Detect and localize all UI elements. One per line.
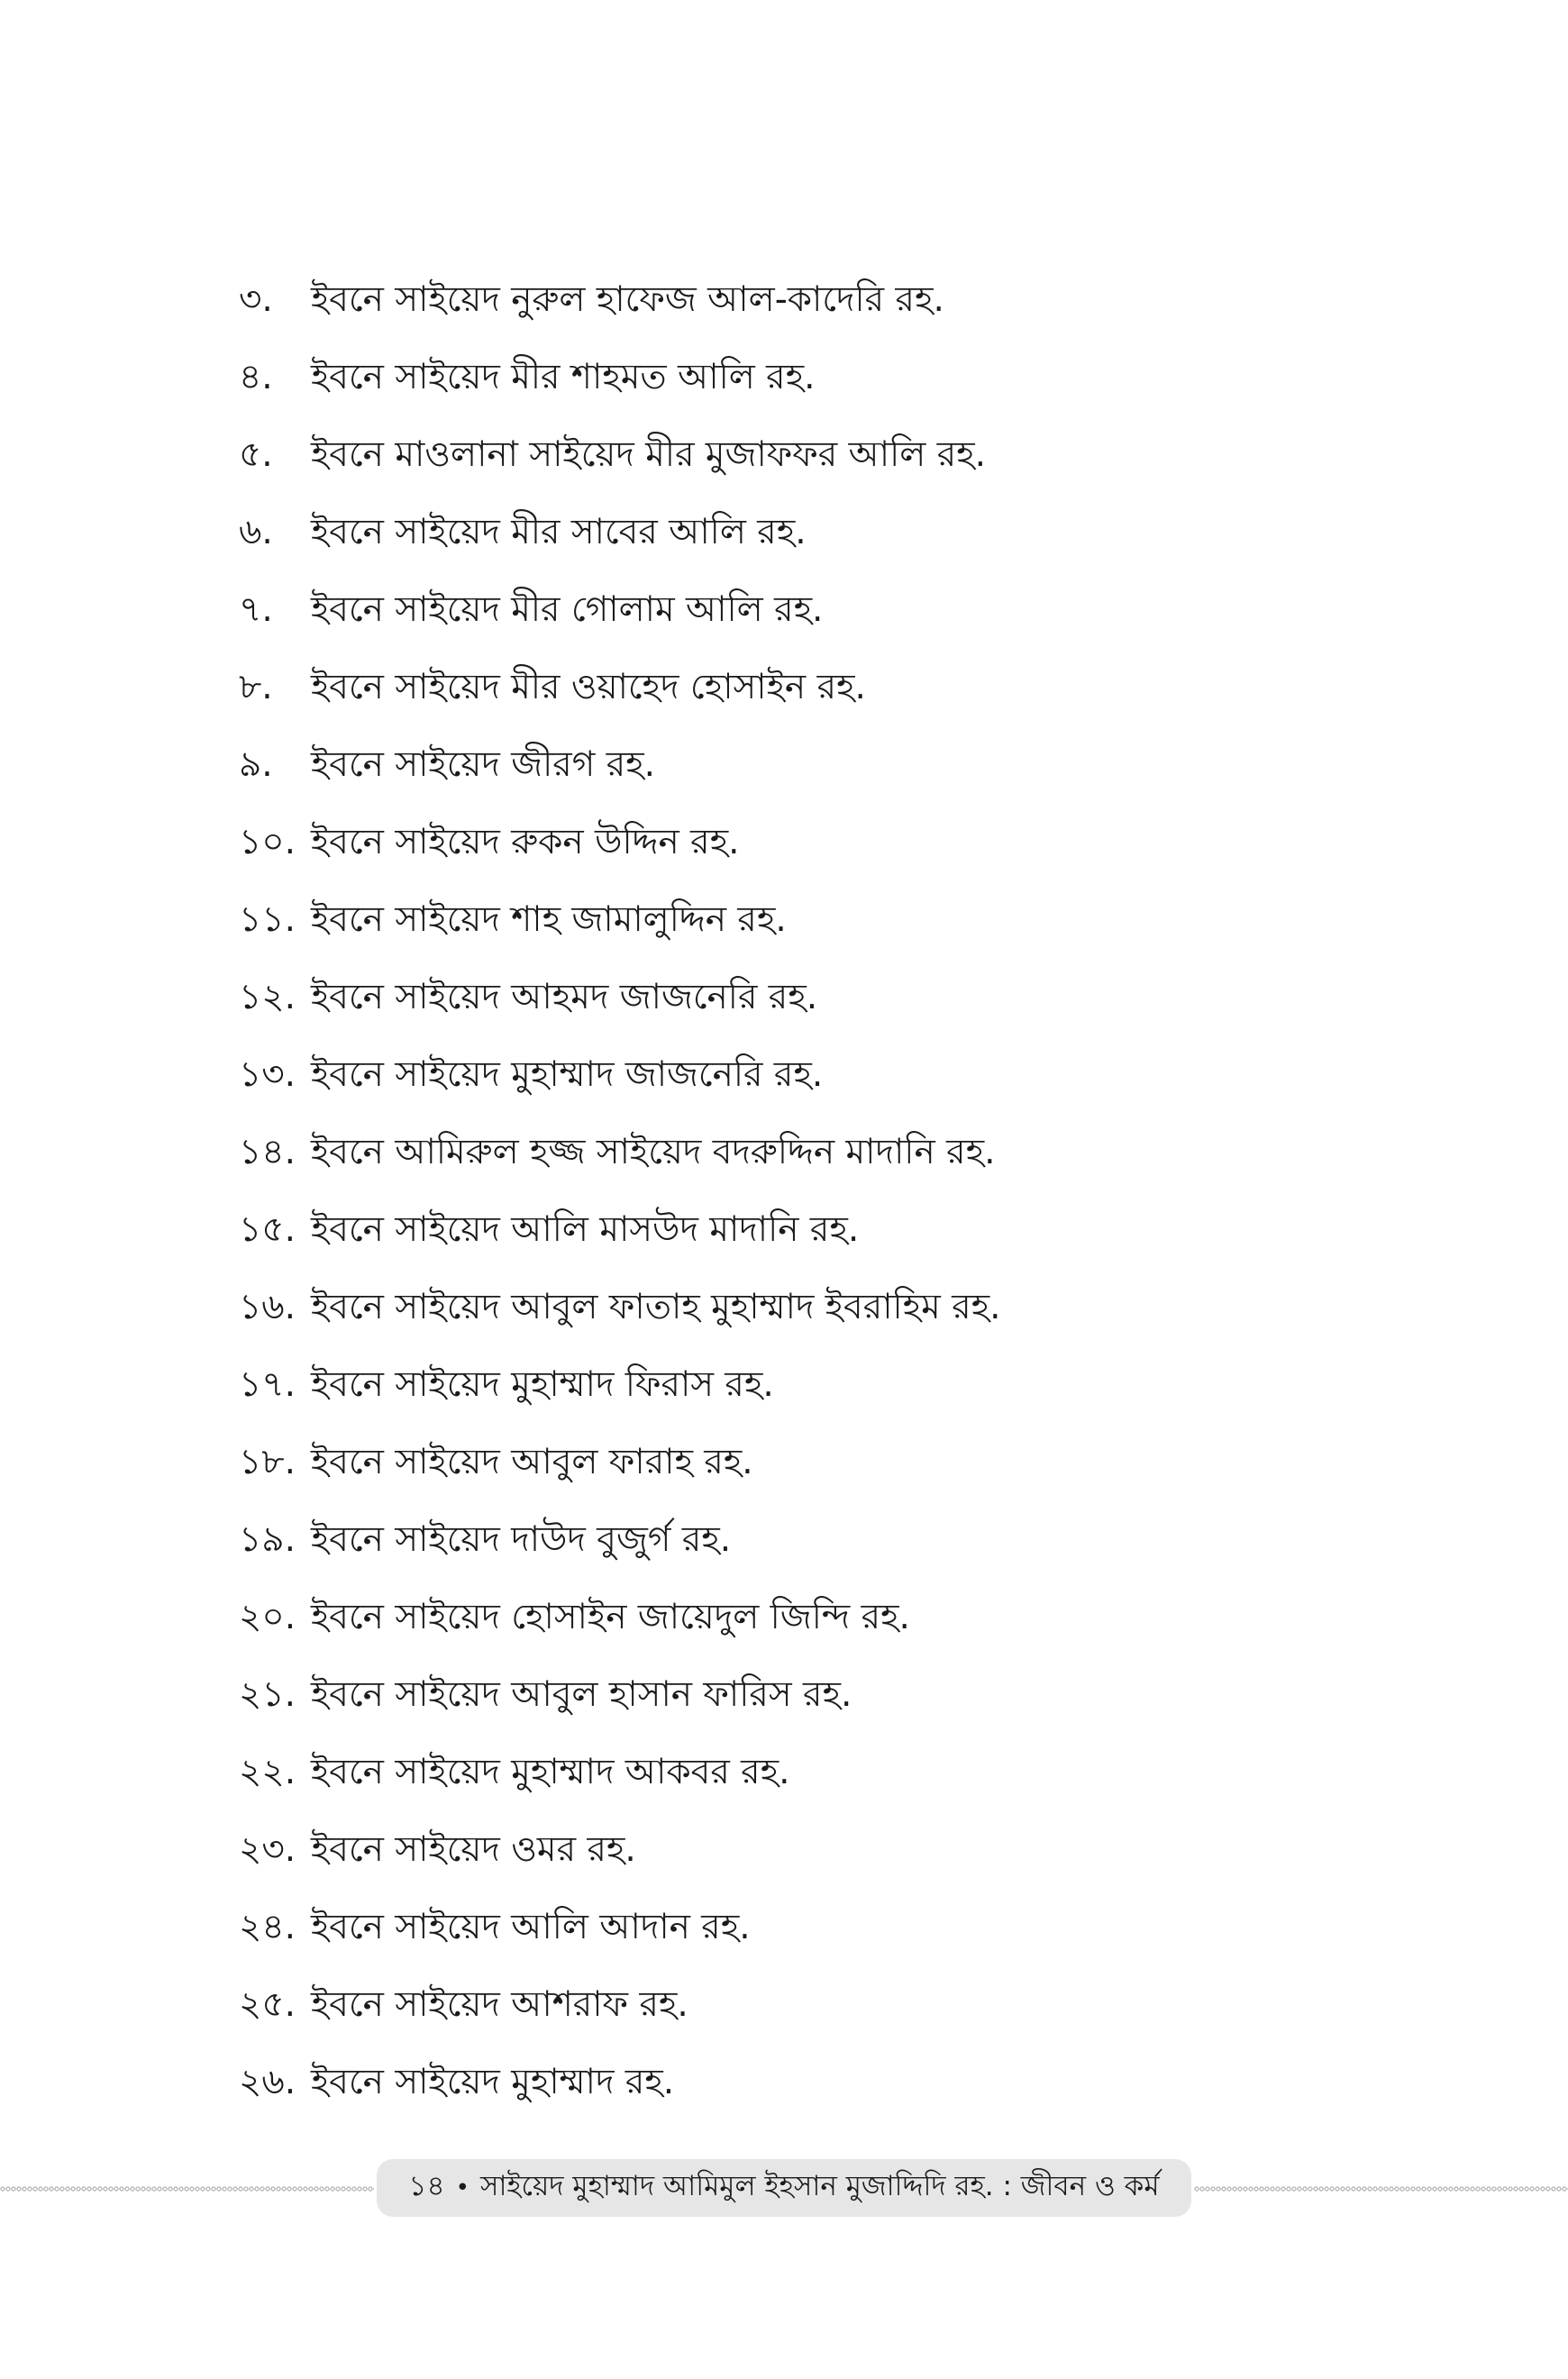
item-text: ইবনে সাইয়েদ আহমদ জাজনেরি রহ. [311,977,818,1017]
list-item [239,959,1365,1036]
list-item [239,1346,1365,1424]
item-number: ৯. [239,744,273,785]
item-number: ২৪. [239,1907,296,1947]
list-item [239,416,1365,494]
item-number: ৭. [239,589,273,630]
item-text: ইবনে সাইয়েদ দাউদ বুজুর্গ রহ. [311,1519,732,1560]
list-item [239,1966,1365,2044]
list-item [239,726,1365,804]
item-text: ইবনে সাইয়েদ আবুল ফারাহ রহ. [311,1442,753,1482]
running-title: সাইয়েদ মুহাম্মাদ আমিমুল ইহসান মুজাদ্দিদি রহ. : জীবন ও কর্ম [479,2170,1160,2202]
list-item [239,1501,1365,1579]
list-item [239,2044,1365,2121]
list-item [239,1579,1365,1656]
item-text: ইবনে সাইয়েদ শাহ জামালুদ্দিন রহ. [311,899,787,940]
list-item [239,494,1365,571]
list-item [239,339,1365,416]
item-text: ইবনে সাইয়েদ জীরগ রহ. [311,744,656,785]
list-item [239,1734,1365,1811]
item-text: ইবনে সাইয়েদ মীর শাহমত আলি রহ. [311,357,816,397]
running-footer [377,2159,1191,2217]
list-item [239,1811,1365,1889]
item-number: ১২. [239,977,296,1017]
item-number: ৮. [239,667,273,707]
list-item [239,1889,1365,1966]
bullet-separator: • [455,2174,469,2201]
item-text: ইবনে মাওলানা সাইয়েদ মীর মুজাফফর আলি রহ. [311,434,987,475]
item-number: ১১. [239,899,296,940]
list-item [239,804,1365,881]
item-text: ইবনে সাইয়েদ মুহাম্মাদ রহ. [311,2062,675,2102]
item-text: ইবনে সাইয়েদ আবুল ফাতাহ মুহাম্মাদ ইবরাহিম রহ. [311,1287,1001,1327]
list-item [239,1036,1365,1114]
item-text: ইবনে সাইয়েদ হোসাইন জায়েদুল জিন্দি রহ. [311,1597,910,1637]
list-item [239,571,1365,649]
item-text: ইবনে সাইয়েদ মীর সাবের আলি রহ. [311,512,807,552]
list-item [239,1424,1365,1501]
item-text: ইবনে সাইয়েদ মুহাম্মাদ জাজনেরি রহ. [311,1054,824,1095]
list-item [239,261,1365,339]
item-number: ১৩. [239,1054,296,1095]
item-number: ১৭. [239,1364,296,1405]
item-number: ২৬. [239,2062,296,2102]
item-text: ইবনে সাইয়েদ মীর গোলাম আলি রহ. [311,589,824,630]
item-text: ইবনে সাইয়েদ মুহাম্মাদ ফিরাস রহ. [311,1364,774,1405]
footer-decorative-rule-right [1194,2186,1568,2192]
item-number: ৩. [239,279,273,320]
item-number: ৬. [239,512,273,552]
lineage-list [239,261,1365,2121]
list-item [239,1269,1365,1346]
item-text: ইবনে সাইয়েদ আবুল হাসান ফারিস রহ. [311,1674,852,1715]
page-footer [0,2159,1568,2219]
page-number: ১৪ [408,2170,445,2202]
item-text: ইবনে সাইয়েদ আলি মাসউদ মাদানি রহ. [311,1209,860,1250]
list-item [239,1656,1365,1734]
item-number: ৪. [239,357,273,397]
item-number: ২৩. [239,1829,296,1870]
item-number: ২০. [239,1597,296,1637]
list-item [239,1114,1365,1191]
item-number: ১৯. [239,1519,296,1560]
item-number: ১৮. [239,1442,296,1482]
footer-decorative-rule-left [0,2186,374,2192]
item-number: ২১. [239,1674,296,1715]
item-text: ইবনে সাইয়েদ নুরুল হাফেজ আল-কাদেরি রহ. [311,279,944,320]
item-number: ২২. [239,1752,296,1792]
item-number: ১৫. [239,1209,296,1250]
item-number: ১৬. [239,1287,296,1327]
item-text: ইবনে সাইয়েদ আলি আদান রহ. [311,1907,751,1947]
item-text: ইবনে সাইয়েদ ওমর রহ. [311,1829,636,1870]
list-item [239,649,1365,726]
list-item [239,1191,1365,1269]
item-number: ১০. [239,822,296,862]
item-text: ইবনে সাইয়েদ আশরাফ রহ. [311,1984,688,2025]
item-text: ইবনে আমিরুল হজ্জ সাইয়েদ বদরুদ্দিন মাদানি রহ. [311,1132,996,1172]
item-text: ইবনে সাইয়েদ রুকন উদ্দিন রহ. [311,822,740,862]
item-number: ৫. [239,434,273,475]
list-item [239,881,1365,959]
item-text: ইবনে সাইয়েদ মীর ওয়াহেদ হোসাইন রহ. [311,667,866,707]
item-text: ইবনে সাইয়েদ মুহাম্মাদ আকবর রহ. [311,1752,790,1792]
item-number: ২৫. [239,1984,296,2025]
item-number: ১৪. [239,1132,296,1172]
